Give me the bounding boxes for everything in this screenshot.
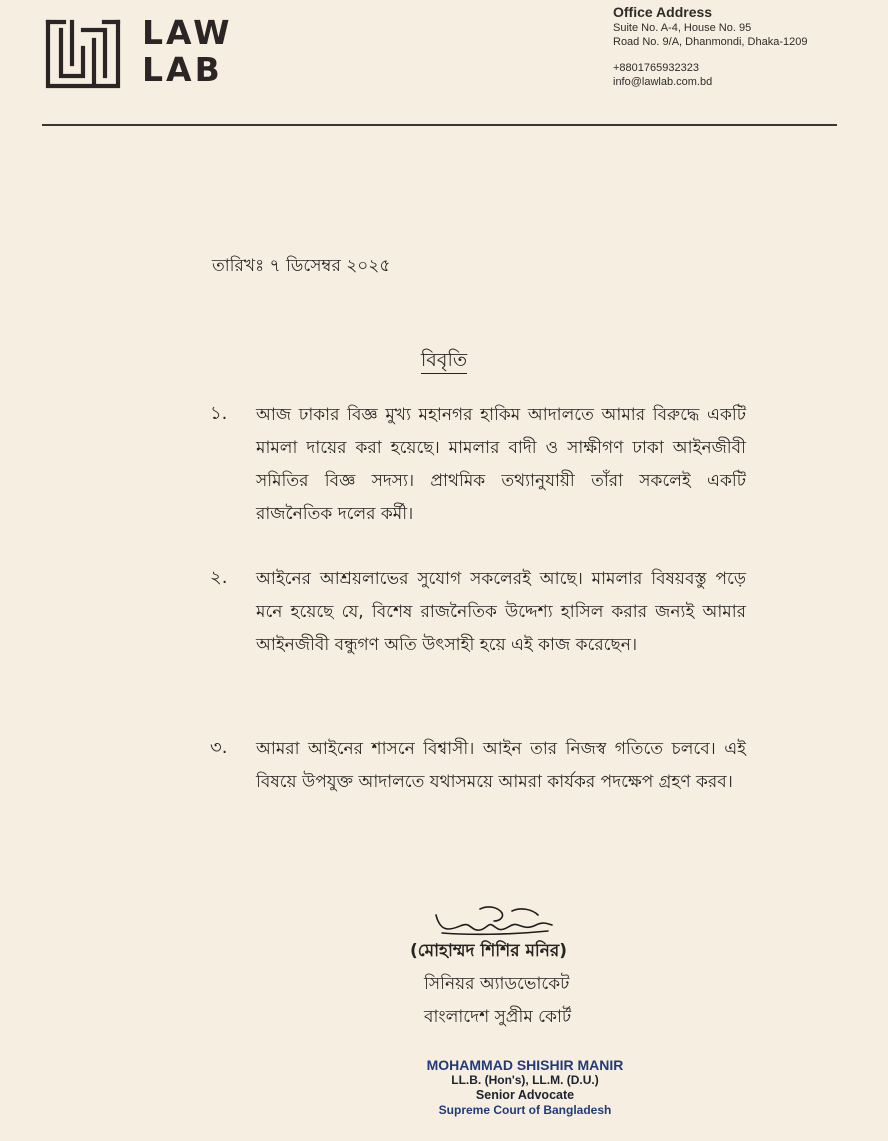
paragraph-text: আইনের আশ্রয়লাভের সুযোগ সকলেরই আছে। মামলার বিষয়বস্তু পড়ে মনে হয়েছে যে, বিশেষ রাজনৈতিক উদ্দেশ্য হাসিল করার জন্যই আমার আইনজীবী বন্ধুগণ অতি উৎসাহী হয়ে এই কাজ করেছেন। bbox=[256, 569, 746, 655]
office-phone: +8801765932323 bbox=[613, 62, 699, 74]
statement-heading-text: বিবৃতি bbox=[421, 349, 467, 374]
office-address-line2: Road No. 9/A, Dhanmondi, Dhaka-1209 bbox=[613, 36, 808, 48]
office-address-title: Office Address bbox=[613, 4, 713, 20]
seal-name: MOHAMMAD SHISHIR MANIR bbox=[426, 1057, 624, 1073]
office-address-block bbox=[613, 4, 873, 89]
signatory-court-bengali: বাংলাদেশ সুপ্রীম কোর্ট bbox=[424, 1007, 572, 1027]
advocate-seal bbox=[405, 1057, 645, 1118]
paragraph-number: ১. bbox=[210, 403, 228, 424]
seal-title: Senior Advocate bbox=[475, 1088, 575, 1102]
signatory-name-bengali: (মোহাম্মদ শিশির মনির) bbox=[410, 941, 568, 961]
logo-word-lab: LAB bbox=[142, 50, 223, 89]
statement-heading bbox=[0, 346, 888, 378]
logo-word-law: LAW bbox=[142, 13, 233, 52]
letter-date: তারিখঃ ৭ ডিসেম্বর ২০২৫ bbox=[212, 256, 391, 276]
law-lab-logo-icon bbox=[44, 18, 122, 90]
paragraph-number: ৩. bbox=[210, 737, 228, 758]
seal-degrees: LL.B. (Hon's), LL.M. (D.U.) bbox=[451, 1073, 599, 1087]
office-address-line1: Suite No. A-4, House No. 95 bbox=[613, 22, 752, 34]
logo-wordmark bbox=[142, 14, 233, 88]
statement-paragraph-1 bbox=[210, 399, 750, 531]
paragraph-number: ২. bbox=[210, 567, 228, 588]
header-divider bbox=[42, 124, 837, 126]
paragraph-text: আজ ঢাকার বিজ্ঞ মুখ্য মহানগর হাকিম আদালতে আমার বিরুদ্ধে একটি মামলা দায়ের করা হয়েছে। মামলার বাদী ও সাক্ষীগণ ঢাকা আইনজীবী সমিতির বিজ্ঞ সদস্য। প্রাথমিক তথ্যানুযায়ী তাঁরা সকলেই একটি রাজনৈতিক দলের কর্মী। bbox=[256, 405, 746, 524]
statement-paragraph-3 bbox=[210, 733, 750, 799]
seal-court: Supreme Court of Bangladesh bbox=[438, 1103, 612, 1117]
office-email: info@lawlab.com.bd bbox=[613, 76, 713, 88]
handwritten-signature bbox=[428, 903, 558, 941]
statement-paragraph-2 bbox=[210, 563, 750, 662]
paragraph-text: আমরা আইনের শাসনে বিশ্বাসী। আইন তার নিজস্ব গতিতে চলবে। এই বিষয়ে উপযুক্ত আদালতে যথাসময়ে আমরা কার্যকর পদক্ষেপ গ্রহণ করব। bbox=[256, 739, 746, 792]
signatory-role-bengali: সিনিয়র অ্যাডভোকেট bbox=[424, 974, 570, 994]
